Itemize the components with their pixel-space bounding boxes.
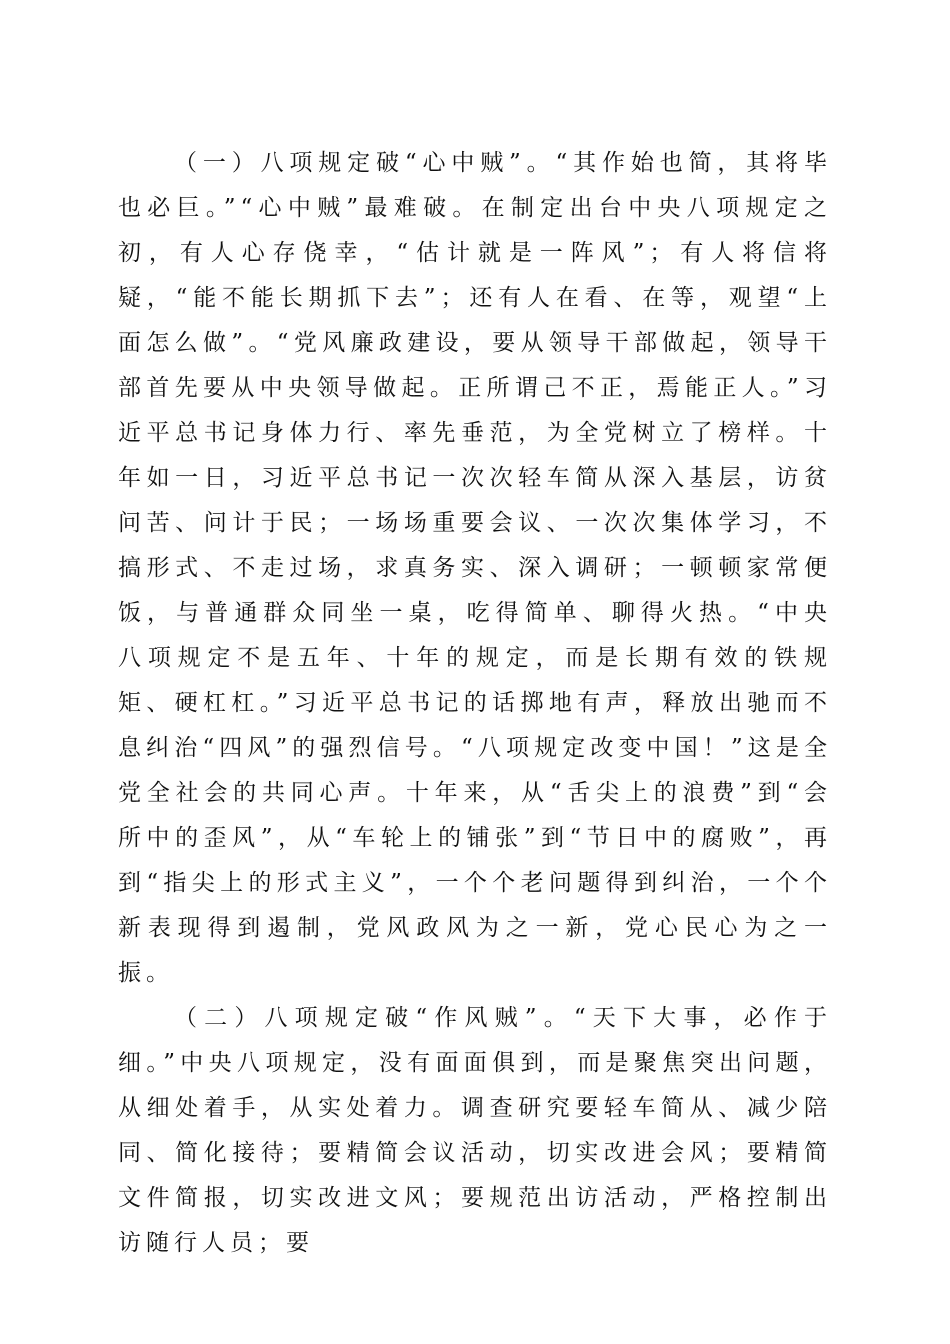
- document-body: [118, 141, 832, 1266]
- paragraph-2: （二）八项规定破“作风贼”。“天下大事，必作于细。”中央八项规定，没有面面俱到，而是聚焦突出问题，从细处着手，从实处着力。调查研究要轻车简从、减少陪同、简化接待；要精简会议活动，切实改进会风；要精简文件简报，切实改进文风；要规范出访活动，严格控制出访随行人员；要: [118, 1005, 832, 1256]
- paragraph-1: （一）八项规定破“心中贼”。“其作始也简，其将毕也必巨。”“心中贼”最难破。在制定出台中央八项规定之初，有人心存侥幸，“估计就是一阵风”；有人将信将疑，“能不能长期抓下去”；还有人在看、在等，观望“上面怎么做”。“党风廉政建设，要从领导干部做起，领导干部首先要从中央领导做起。正所谓己不正，焉能正人。”习近平总书记身体力行、率先垂范，为全党树立了榜样。十年如一日，习近平总书记一次次轻车简从深入基层，访贫问苦、问计于民；一场场重要会议、一次次集体学习，不搞形式、不走过场，求真务实、深入调研；一顿顿家常便饭，与普通群众同坐一桌，吃得简单、聊得火热。“中央八项规定不是五年、十年的规定，而是长期有效的铁规矩、硬杠杠。”习近平总书记的话掷地有声，释放出驰而不息纠治“四风”的强烈信号。“八项规定改变中国！”这是全党全社会的共同心声。十年来，从“舌尖上的浪费”到“会所中的歪风”，从“车轮上的铺张”到“节日中的腐败”，再到“指尖上的形式主义”，一个个老问题得到纠治，一个个新表现得到遏制，党风政风为之一新，党心民心为之一振。: [118, 150, 832, 986]
